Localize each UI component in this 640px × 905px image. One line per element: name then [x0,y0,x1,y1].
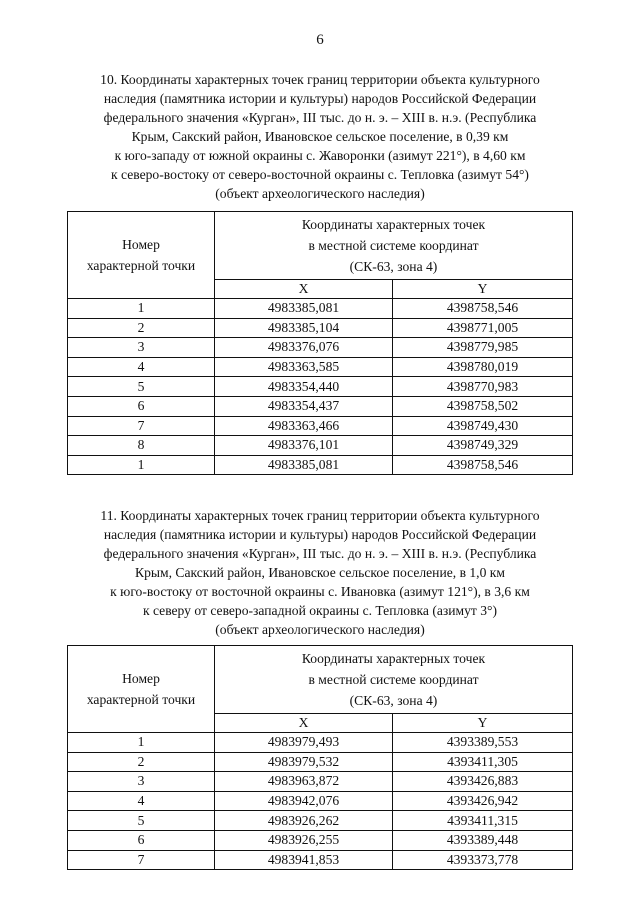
heading-line: федерального значения «Курган», III тыс. до н. э. – XIII в. н.э. (Республика [103,110,537,125]
y-coordinate-cell: 4398771,005 [393,318,573,338]
header-line: в местной системе координат [308,238,479,253]
heading-line: Крым, Сакский район, Ивановское сельское поселение, в 1,0 км [135,565,505,580]
x-coordinate-cell: 4983376,076 [215,338,393,358]
section-10-heading [60,70,580,203]
heading-line: наследия (памятника истории и культуры) народов Российской Федерации [103,91,537,106]
point-number-header [68,212,215,299]
y-coordinate-cell: 4398779,985 [393,338,573,358]
header-line: Номер [122,237,160,252]
coordinates-header [215,212,573,280]
heading-line: Крым, Сакский район, Ивановское сельское поселение, в 0,39 км [131,129,509,144]
coordinates-header [215,646,573,714]
heading-line: 10. Координаты характерных точек границ территории объекта культурного [100,72,540,87]
x-coordinate-cell: 4983926,262 [215,811,393,831]
y-coordinate-cell: 4393411,305 [393,752,573,772]
y-column-header: Y [393,714,573,733]
x-coordinate-cell: 4983363,585 [215,357,393,377]
header-line: (СК-63, зона 4) [349,693,438,708]
x-coordinate-cell: 4983385,081 [215,299,393,319]
point-number-cell: 7 [68,416,215,436]
table-row [68,318,573,338]
x-coordinate-cell: 4983385,104 [215,318,393,338]
point-number-cell: 7 [68,850,215,870]
table-row [68,752,573,772]
coordinates-table-10 [67,211,573,475]
x-coordinate-cell: 4983363,466 [215,416,393,436]
point-number-cell: 5 [68,811,215,831]
table-row [68,811,573,831]
y-coordinate-cell: 4393389,448 [393,830,573,850]
point-number-cell: 6 [68,396,215,416]
table-body [68,733,573,870]
heading-line: наследия (памятника истории и культуры) народов Российской Федерации [103,527,537,542]
header-line: (СК-63, зона 4) [349,259,438,274]
table-row [68,733,573,753]
header-line: Координаты характерных точек [301,651,486,666]
point-number-cell: 1 [68,299,215,319]
header-line: характерной точки [86,692,196,707]
x-coordinate-cell: 4983963,872 [215,772,393,792]
table-row [68,377,573,397]
page-number: 6 [316,32,324,48]
y-coordinate-cell: 4398770,983 [393,377,573,397]
heading-line: к северо-востоку от северо-восточной окраины с. Тепловка (азимут 54°) [111,167,529,182]
table-row [68,338,573,358]
x-column-header: X [215,714,393,733]
y-coordinate-cell: 4398758,546 [393,455,573,475]
x-coordinate-cell: 4983926,255 [215,830,393,850]
table-row [68,791,573,811]
heading-line: к северу от северо-западной окраины с. Тепловка (азимут 3°) [142,603,498,618]
x-coordinate-cell: 4983354,440 [215,377,393,397]
point-number-cell: 1 [68,455,215,475]
y-coordinate-cell: 4398749,329 [393,436,573,456]
point-number-cell: 2 [68,318,215,338]
header-line: характерной точки [86,258,196,273]
table-row [68,299,573,319]
table-row [68,850,573,870]
point-number-cell: 3 [68,338,215,358]
header-line: Координаты характерных точек [301,217,486,232]
table-body [68,299,573,475]
x-coordinate-cell: 4983941,853 [215,850,393,870]
table-row [68,357,573,377]
y-coordinate-cell: 4398758,546 [393,299,573,319]
table-row [68,830,573,850]
y-coordinate-cell: 4398758,502 [393,396,573,416]
header-line: в местной системе координат [308,672,479,687]
heading-line: (объект археологического наследия) [215,622,425,637]
y-coordinate-cell: 4393426,942 [393,791,573,811]
table-row [68,772,573,792]
table-row [68,436,573,456]
table-row [68,396,573,416]
table-row [68,455,573,475]
heading-line: к юго-западу от южной окраины с. Жаворонки (азимут 221°), в 4,60 км [114,148,526,163]
point-number-cell: 8 [68,436,215,456]
x-coordinate-cell: 4983942,076 [215,791,393,811]
point-number-cell: 3 [68,772,215,792]
coordinates-table-11 [67,645,573,870]
y-coordinate-cell: 4398780,019 [393,357,573,377]
y-coordinate-cell: 4393389,553 [393,733,573,753]
y-coordinate-cell: 4393411,315 [393,811,573,831]
x-coordinate-cell: 4983979,493 [215,733,393,753]
point-number-cell: 4 [68,791,215,811]
point-number-cell: 2 [68,752,215,772]
section-11-heading [60,506,580,639]
point-number-cell: 5 [68,377,215,397]
y-coordinate-cell: 4393426,883 [393,772,573,792]
heading-line: (объект археологического наследия) [215,186,425,201]
x-coordinate-cell: 4983979,532 [215,752,393,772]
heading-line: 11. Координаты характерных точек границ территории объекта культурного [100,508,540,523]
x-coordinate-cell: 4983376,101 [215,436,393,456]
point-number-cell: 4 [68,357,215,377]
y-column-header: Y [393,280,573,299]
point-number-cell: 1 [68,733,215,753]
x-coordinate-cell: 4983354,437 [215,396,393,416]
heading-line: федерального значения «Курган», III тыс. до н. э. – XIII в. н.э. (Республика [103,546,537,561]
table-row [68,416,573,436]
y-coordinate-cell: 4393373,778 [393,850,573,870]
heading-line: к юго-востоку от восточной окраины с. Ивановка (азимут 121°), в 3,6 км [110,584,530,599]
header-line: Номер [122,671,160,686]
x-coordinate-cell: 4983385,081 [215,455,393,475]
x-column-header: X [215,280,393,299]
point-number-header [68,646,215,733]
y-coordinate-cell: 4398749,430 [393,416,573,436]
point-number-cell: 6 [68,830,215,850]
